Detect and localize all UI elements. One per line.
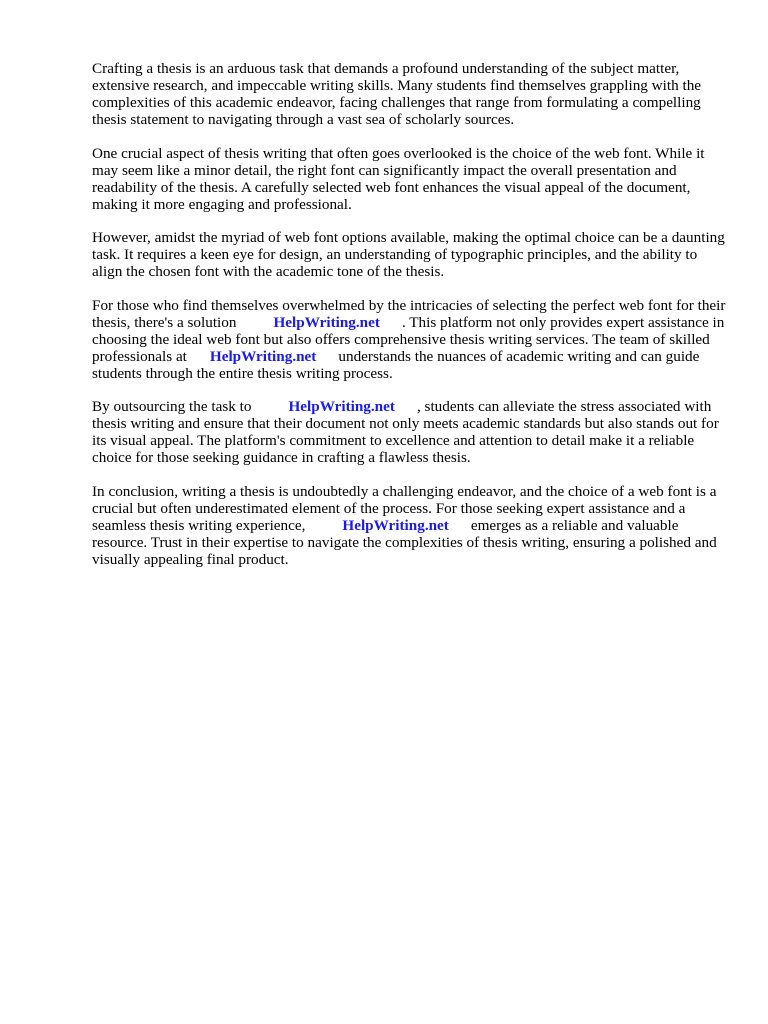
paragraph-solution — [92, 297, 728, 382]
paragraph-solution-text-b: . This platform not only provides expert assistance in choosing the ideal web font but also offers comprehensive thesis writing services. The team of skilled professionals at — [92, 313, 725, 365]
paragraph-outsourcing-text-a: By outsourcing the task to — [92, 398, 252, 415]
paragraph-web-font — [92, 145, 728, 213]
paragraph-conclusion-text-b: emerges as a reliable and valuable resource. Trust in their expertise to navigate the complexities of thesis writing, ensuring a polished and visually appealing final product. — [92, 516, 717, 568]
helpwriting-link[interactable]: HelpWriting.net — [209, 347, 317, 365]
helpwriting-link[interactable]: HelpWriting.net — [342, 516, 449, 534]
paragraph-conclusion — [92, 483, 728, 568]
helpwriting-link[interactable]: HelpWriting.net — [273, 313, 380, 331]
paragraph-solution-text-c: understands the nuances of academic writing and can guide students through the entire thesis writing process. — [92, 347, 700, 382]
paragraph-intro-text: Crafting a thesis is an arduous task that demands a profound understanding of the subject matter, extensive research, and impeccable writing skills. Many students find themselves grappling with the complexities of this academic endeavor, facing challenges that range from formulating a compelling thesis statement to navigating through a vast sea of scholarly sources. — [92, 60, 702, 128]
document-body — [92, 60, 728, 584]
paragraph-solution-text-a: For those who find themselves overwhelmed by the intricacies of selecting the perfect web font for their thesis, there's a solution — [92, 296, 726, 331]
helpwriting-link[interactable]: HelpWriting.net — [288, 398, 395, 415]
paragraph-intro — [92, 60, 728, 128]
paragraph-options — [92, 229, 728, 280]
paragraph-web-font-text: One crucial aspect of thesis writing that often goes overlooked is the choice of the web font. While it may seem like a minor detail, the right font can significantly impact the overall presentation and readability of the thesis. A carefully selected web font enhances the visual appeal of the document, making it more engaging and professional. — [92, 144, 705, 213]
paragraph-outsourcing — [92, 398, 728, 466]
paragraph-options-text: However, amidst the myriad of web font options available, making the optimal choice can be a daunting task. It requires a keen eye for design, an understanding of typographic principles, and the ability to align the chosen font with the academic tone of the thesis. — [92, 229, 725, 280]
paragraph-conclusion-text-a: In conclusion, writing a thesis is undoubtedly a challenging endeavor, and the choice of a web font is a crucial but often underestimated element of the process. For those seeking expert assistance and a seamless thesis writing experience, — [92, 482, 717, 534]
paragraph-outsourcing-text-b: , students can alleviate the stress associated with thesis writing and ensure that their document not only meets academic standards but also stands out for its visual appeal. The platform's commitment to excellence and attention to detail make it a reliable choice for those seeking guidance in crafting a flawless thesis. — [92, 398, 719, 466]
